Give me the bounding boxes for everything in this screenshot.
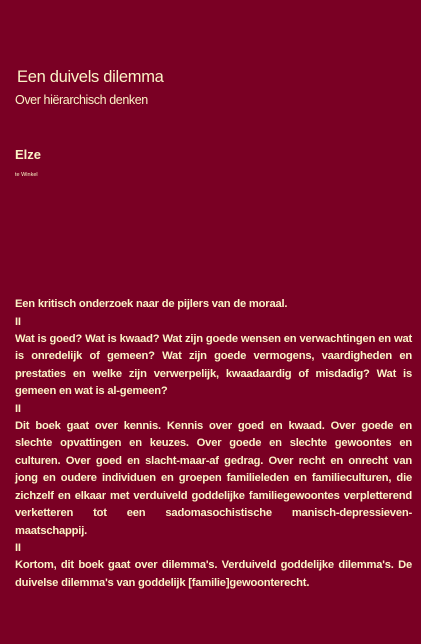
book-title: Een duivels dilemma xyxy=(17,68,164,86)
section-separator: II xyxy=(15,402,21,415)
blurb-paragraph: Dit boek gaat over kennis. Kennis over goed en kwaad. Over goede en slechte opvattingen en keuzes. Over goede en slechte gewoontes en culturen. Over goed en slacht-maar-af gedrag. Over recht en onrecht van jong en oudere individuen en groepen familieleden en familieculturen, die zichzelf en elkaar met verduiveld goddelijke familiegewoontes verpletterend verketteren tot een sadomasochistische manisch-depressieven-maatschappij. xyxy=(15,419,412,537)
back-cover-blurb xyxy=(15,296,412,592)
blurb-intro: Een kritisch onderzoek naar de pijlers van de moraal. xyxy=(15,298,288,310)
section-separator: II xyxy=(15,542,21,554)
author-name: Elze xyxy=(15,147,42,162)
section-separator: II xyxy=(15,315,21,328)
book-subtitle: Over hiërarchisch denken xyxy=(15,93,148,107)
blurb-paragraph: Wat is goed? Wat is kwaad? Wat zijn goede wensen en verwachtingen en wat is onredelijk of gemeen? Wat zijn goede vermogens, vaardigheden en prestaties en welke zijn verwerpelijk, kwaadaardig of misdadig? Wat is gemeen en wat is al-gemeen? xyxy=(15,332,412,397)
blurb-paragraph: Kortom, dit boek gaat over dilemma's. Verduiveld goddelijke dilemma's. De duivelse dilemma's van goddelijk [familie]gewoonterecht. xyxy=(15,559,412,589)
publisher-name: te Winkel xyxy=(15,172,38,178)
